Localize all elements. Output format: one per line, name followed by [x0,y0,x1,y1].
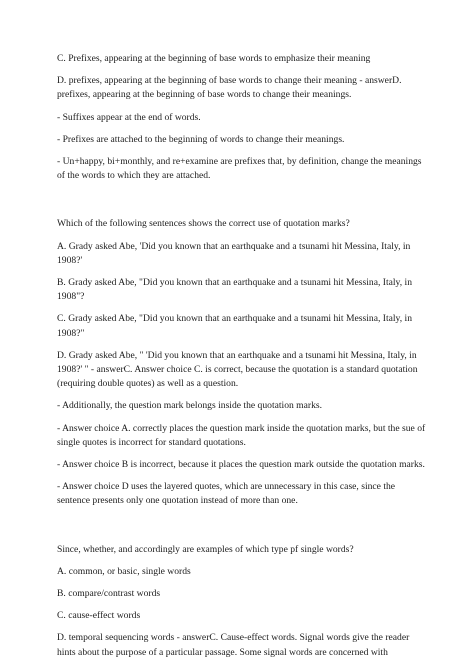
paragraph: D. prefixes, appearing at the beginning of base words to change their meaning - answerD. prefixes, appearing at the beginning of base words to change their meanings. [57,75,402,101]
document-content [57,52,427,668]
answer-option: B. compare/contrast words [57,588,161,600]
section-gap [57,517,427,543]
paragraph: - Prefixes are attached to the beginning of words to change their meanings. [57,133,345,145]
answer-option: C. cause-effect words [57,610,141,622]
answer-option: C. Grady asked Abe, "Did you known that an earthquake and a tsunami hit Messina, Italy, in 1908?" [57,313,412,339]
answer-option: A. Grady asked Abe, 'Did you known that an earthquake and a tsunami hit Messina, Italy, in 1908?' [57,240,411,266]
section-quotation-marks [57,217,427,508]
answer-option: D. Grady asked Abe, " 'Did you known that an earthquake and a tsunami hit Messina, Italy, in 1908?' " - answerC. Answer choice C. is correct, because the quotation is a standard quotation (requiring double quotes) as well as a question. [57,349,418,390]
answer-option: D. temporal sequencing words - answerC. Cause-effect words. Signal words give the reader hints about the purpose of a particular passage. Some signal words are concerned with [57,632,410,658]
explanation: - Additionally, the question mark belongs inside the quotation marks. [57,400,323,412]
explanation: - Answer choice B is incorrect, because it places the question mark outside the quotation marks. [57,459,425,471]
section-gap [57,191,427,217]
section-prefix-answers [57,52,427,183]
question-text: Since, whether, and accordingly are examples of which type pf single words? [57,543,354,555]
explanation: - Answer choice A. correctly places the question mark inside the quotation marks, but the sue of single quotes is incorrect for standard quotations. [57,422,426,448]
section-signal-words [57,543,427,660]
answer-option: A. common, or basic, single words [57,565,191,577]
explanation: - Answer choice D uses the layered quotes, which are unnecessary in this case, since the sentence presents only one quotation instead of more than one. [57,481,396,507]
paragraph: - Suffixes appear at the end of words. [57,111,201,123]
answer-option: B. Grady asked Abe, "Did you known that an earthquake and a tsunami hit Messina, Italy, in 1908"? [57,277,412,303]
paragraph: C. Prefixes, appearing at the beginning of base words to emphasize their meaning [57,53,371,64]
question-text: Which of the following sentences shows the correct use of quotation marks? [57,218,350,230]
paragraph: - Un+happy, bi+monthly, and re+examine are prefixes that, by definition, change the meanings of the words to which they are attached. [57,156,422,182]
